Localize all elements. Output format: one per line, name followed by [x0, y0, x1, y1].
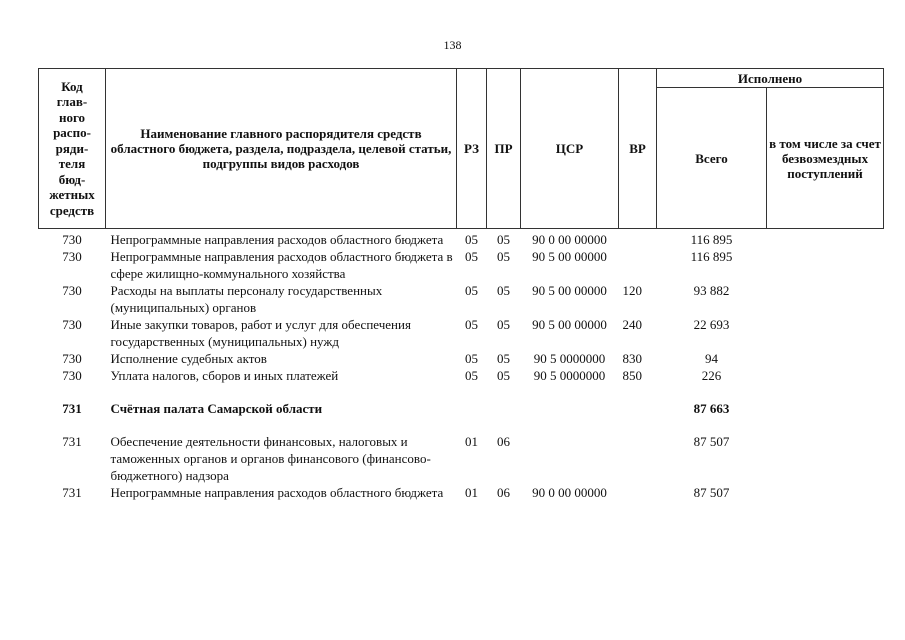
header-vr: ВР — [619, 69, 657, 229]
cell-vr: 120 — [622, 283, 642, 298]
cell-csr: 90 5 0000000 — [533, 368, 606, 383]
cell-rz: 05 — [465, 232, 478, 247]
table-header — [39, 69, 884, 229]
cell-pr — [487, 400, 521, 417]
cell-vr: 240 — [622, 317, 642, 332]
cell-free — [767, 367, 884, 384]
cell-rz: 05 — [465, 368, 478, 383]
header-code-label: Код глав- ного распо- ряди- теля бюд- жетных средств — [49, 78, 95, 218]
cell-name: Непрограммные направления расходов областного бюджета в сфере жилищно-коммунального хозяйства — [110, 249, 453, 281]
budget-table — [38, 68, 884, 501]
cell-pr: 05 — [497, 249, 510, 264]
cell-name: Иные закупки товаров, работ и услуг для обеспечения государственных (муниципальных) нужд — [110, 317, 411, 349]
cell-code: 730 — [62, 351, 82, 366]
header-pr: ПР — [487, 69, 521, 229]
table-row — [39, 367, 884, 384]
table-row — [39, 229, 884, 249]
cell-free — [767, 484, 884, 501]
header-executed: Исполнено — [657, 69, 884, 88]
cell-total: 87 507 — [693, 434, 730, 449]
cell-pr: 06 — [497, 485, 510, 500]
cell-free — [767, 350, 884, 367]
cell-name: Непрограммные направления расходов областного бюджета — [110, 485, 444, 500]
cell-total: 226 — [701, 368, 722, 383]
header-name: Наименование главного распорядителя средств областного бюджета, раздела, подраздела, целевой статьи, подгруппы видов расходов — [106, 69, 457, 229]
cell-rz: 01 — [465, 434, 478, 449]
cell-free — [767, 433, 884, 484]
cell-total: 116 895 — [690, 232, 733, 247]
cell-pr: 05 — [497, 317, 510, 332]
header-total: Всего — [657, 88, 767, 229]
cell-name: Уплата налогов, сборов и иных платежей — [110, 368, 339, 383]
cell-rz: 05 — [465, 351, 478, 366]
cell-csr: 90 5 00 00000 — [532, 249, 607, 264]
cell-csr: 90 5 00 00000 — [532, 283, 607, 298]
cell-pr: 05 — [497, 351, 510, 366]
table-row — [39, 484, 884, 501]
cell-total: 93 882 — [693, 283, 730, 298]
cell-pr: 06 — [497, 434, 510, 449]
cell-name: Исполнение судебных актов — [110, 351, 267, 366]
cell-rz: 05 — [465, 317, 478, 332]
cell-code: 731 — [62, 434, 82, 449]
cell-csr: 90 0 00 00000 — [532, 232, 607, 247]
cell-vr: 850 — [622, 368, 642, 383]
cell-rz: 05 — [465, 249, 478, 264]
cell-total: 22 693 — [693, 317, 730, 332]
cell-free — [767, 282, 884, 316]
cell-rz: 05 — [465, 283, 478, 298]
cell-pr: 05 — [497, 368, 510, 383]
cell-name: Счётная палата Самарской области — [110, 401, 323, 416]
cell-name: Непрограммные направления расходов областного бюджета — [110, 232, 444, 247]
cell-name: Расходы на выплаты персоналу государственных (муниципальных) органов — [110, 283, 383, 315]
table-row — [39, 433, 884, 484]
cell-free — [767, 400, 884, 417]
cell-code: 731 — [62, 485, 82, 500]
cell-vr — [619, 484, 657, 501]
cell-rz — [457, 400, 487, 417]
header-code — [39, 69, 106, 229]
cell-total: 87 507 — [693, 485, 730, 500]
header-free-receipts: в том числе за счет безвозмездных поступлений — [767, 88, 884, 229]
table-row — [39, 248, 884, 282]
table-row — [39, 316, 884, 350]
cell-vr: 830 — [622, 351, 642, 366]
spacer-row — [39, 384, 884, 400]
cell-code: 730 — [62, 317, 82, 332]
cell-code: 730 — [62, 249, 82, 264]
cell-free — [767, 229, 884, 249]
table-row — [39, 350, 884, 367]
cell-vr — [619, 248, 657, 282]
cell-total: 87 663 — [693, 401, 730, 416]
cell-code: 730 — [62, 368, 82, 383]
table-row — [39, 282, 884, 316]
cell-vr — [619, 400, 657, 417]
cell-csr: 90 5 00 00000 — [532, 317, 607, 332]
cell-csr: 90 5 0000000 — [533, 351, 606, 366]
cell-total: 116 895 — [690, 249, 733, 264]
cell-free — [767, 248, 884, 282]
cell-total: 94 — [705, 351, 718, 366]
cell-pr: 05 — [497, 283, 510, 298]
cell-csr — [521, 433, 619, 484]
header-rz: РЗ — [457, 69, 487, 229]
table-row — [39, 400, 884, 417]
cell-csr — [521, 400, 619, 417]
cell-csr: 90 0 00 00000 — [532, 485, 607, 500]
page-number: 138 — [443, 38, 462, 52]
cell-vr — [619, 433, 657, 484]
table-body — [39, 229, 884, 502]
cell-free — [767, 316, 884, 350]
cell-pr: 05 — [497, 232, 510, 247]
cell-code: 730 — [62, 232, 82, 247]
cell-code: 730 — [62, 283, 82, 298]
cell-vr — [619, 229, 657, 249]
cell-code: 731 — [62, 401, 82, 416]
spacer-row — [39, 417, 884, 433]
cell-name: Обеспечение деятельности финансовых, налоговых и таможенных органов и органов финансового (финансово-бюджетного) надзора — [110, 434, 431, 483]
header-csr: ЦСР — [521, 69, 619, 229]
cell-rz: 01 — [465, 485, 478, 500]
